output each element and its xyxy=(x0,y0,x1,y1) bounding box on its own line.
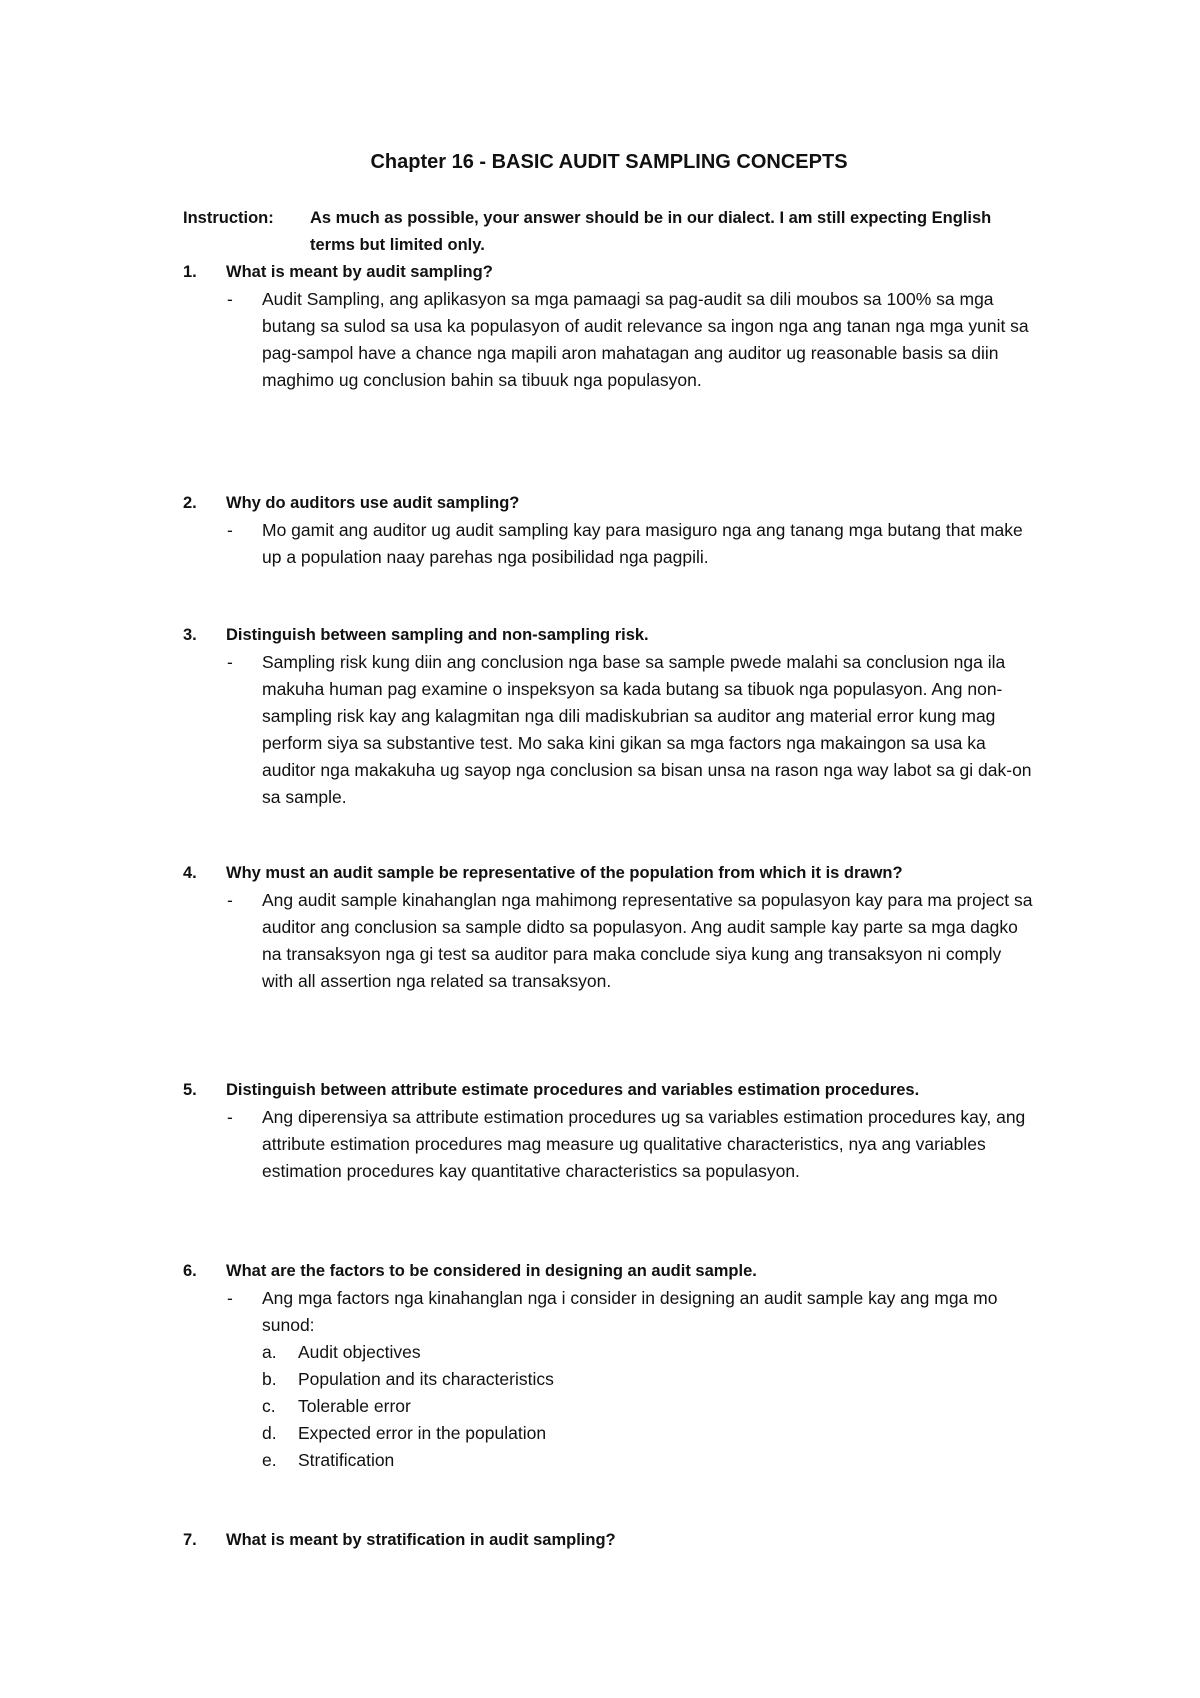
question-text: What are the factors to be considered in designing an audit sample. xyxy=(226,1262,757,1280)
question-text: Why do auditors use audit sampling? xyxy=(226,494,520,512)
question-text: What is meant by stratification in audit sampling? xyxy=(226,1531,616,1549)
list-text: Tolerable error xyxy=(298,1396,411,1416)
factor-list xyxy=(262,1339,1033,1474)
answer-text xyxy=(226,887,1033,995)
page-title: Chapter 16 - BASIC AUDIT SAMPLING CONCEPTS xyxy=(370,151,848,173)
list-letter: d. xyxy=(262,1423,277,1443)
list-text: Population and its characteristics xyxy=(298,1369,554,1389)
question-6 xyxy=(183,1258,1033,1474)
question-5 xyxy=(183,1077,1033,1185)
question-text: Why must an audit sample be representative of the population from which it is drawn? xyxy=(226,864,903,882)
list-item xyxy=(262,1420,1033,1447)
question-2 xyxy=(183,490,1033,571)
answer-text xyxy=(226,1104,1033,1185)
question-number: 4. xyxy=(183,864,197,882)
list-item xyxy=(262,1339,1033,1366)
answer-text xyxy=(226,1285,1033,1339)
answer-body: Ang mga factors nga kinahanglan nga i consider in designing an audit sample kay ang mga mo sunod: xyxy=(262,1288,998,1335)
instruction-label: Instruction: xyxy=(183,209,274,227)
answer-body: Ang diperensiya sa attribute estimation procedures ug sa variables estimation procedures kay, ang attribute estimation procedures mag measure ug qualitative characteristics, nya ang variables estimation procedures kay quantitative characteristics sa populasyon. xyxy=(262,1107,1026,1181)
question-text: Distinguish between sampling and non-sampling risk. xyxy=(226,626,649,644)
answer-text xyxy=(226,517,1033,571)
answer-dash: - xyxy=(227,520,233,540)
list-letter: b. xyxy=(262,1369,277,1389)
list-text: Expected error in the population xyxy=(298,1423,547,1443)
question-text: Distinguish between attribute estimate procedures and variables estimation procedures. xyxy=(226,1081,920,1099)
question-number: 7. xyxy=(183,1531,197,1549)
list-letter: e. xyxy=(262,1450,277,1470)
answer-dash: - xyxy=(227,289,233,309)
answer-body: Audit Sampling, ang aplikasyon sa mga pamaagi sa pag-audit sa dili moubos sa 100% sa mga butang sa sulod sa usa ka populasyon of audit relevance sa ingon nga ang tanan nga mga yunit sa pag-sampol have a chance nga mapili aron mahatagan ang auditor ug reasonable basis sa diin maghimo ug conclusion bahin sa tibuuk nga populasyon. xyxy=(262,289,1029,390)
question-number: 5. xyxy=(183,1081,197,1099)
list-text: Stratification xyxy=(298,1450,395,1470)
question-4 xyxy=(183,860,1033,995)
list-item xyxy=(262,1366,1033,1393)
list-text: Audit objectives xyxy=(298,1342,421,1362)
question-3 xyxy=(183,622,1033,811)
answer-text xyxy=(226,649,1033,811)
instruction-text: As much as possible, your answer should be in our dialect. I am still expecting English terms but limited only. xyxy=(310,209,992,254)
question-1 xyxy=(183,259,1033,394)
answer-text xyxy=(226,286,1033,394)
list-letter: c. xyxy=(262,1396,276,1416)
answer-dash: - xyxy=(227,1107,233,1127)
answer-body: Sampling risk kung diin ang conclusion nga base sa sample pwede malahi sa conclusion nga ila makuha human pag examine o inspeksyon sa kada butang sa tibuok nga populasyon. Ang non-sampling risk kay ang kalagmitan nga dili madiskubrian sa auditor ang material error kung mag perform siya sa substantive test. Mo saka kini gikan sa mga factors nga makaingon sa usa ka auditor nga makakuha ug sayop nga conclusion sa bisan unsa na rason nga way labot sa gi dak-on sa sample. xyxy=(262,652,1032,807)
question-text: What is meant by audit sampling? xyxy=(226,263,493,281)
question-number: 2. xyxy=(183,494,197,512)
answer-body: Ang audit sample kinahanglan nga mahimong representative sa populasyon kay para ma project sa auditor ang conclusion sa sample didto sa populasyon. Ang audit sample kay parte sa mga dagko na transaksyon nga gi test sa auditor para maka conclude siya kung ang transaksyon ni comply with all assertion nga related sa transaksyon. xyxy=(262,890,1033,991)
question-number: 3. xyxy=(183,626,197,644)
question-number: 1. xyxy=(183,263,197,281)
answer-dash: - xyxy=(227,1288,233,1308)
answer-dash: - xyxy=(227,652,233,672)
question-7 xyxy=(183,1527,1033,1554)
question-number: 6. xyxy=(183,1262,197,1280)
list-item xyxy=(262,1393,1033,1420)
answer-body: Mo gamit ang auditor ug audit sampling kay para masiguro nga ang tanang mga butang that make up a population naay parehas nga posibilidad nga pagpili. xyxy=(262,520,1023,567)
answer-dash: - xyxy=(227,890,233,910)
list-item xyxy=(262,1447,1033,1474)
list-letter: a. xyxy=(262,1342,277,1362)
instruction-block xyxy=(183,205,1033,259)
